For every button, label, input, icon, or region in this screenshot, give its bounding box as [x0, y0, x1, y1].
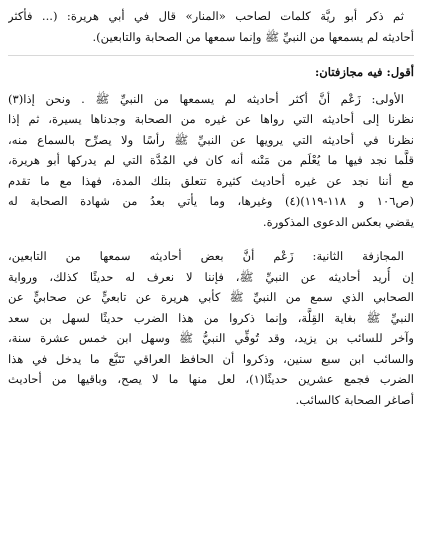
quoted-passage: [8, 6, 414, 47]
text-line: (ص١٠٦ و ١١٨-١١٩)(٤) وغيرها، وما يأتي بعدُ من شهادة الصحابة له: [8, 194, 414, 208]
second-exaggeration-paragraph: [8, 246, 414, 410]
text-line: النبيِّ ﷺ بغاية القِلَّة، وإنما ذكروا من هذا الضرب حديثًا لسهل بن سعد: [8, 310, 414, 325]
section-divider: [8, 55, 414, 56]
text-line: نظرنا إلى أحاديثه التي رواها عن غيره من الصحابة وجدناها يسيرة، ثم إذا: [8, 112, 414, 126]
text-line: ثم ذكر أبو ريَّة كلمات لصاحب «المنار» قال في أبي هريرة: (... فأكثر: [8, 9, 404, 23]
text-line: نظرنا في أحاديثه التي يرويها عن النبيِّ ﷺ رأسًا ولا يصرِّح بالسماع منه،: [8, 132, 414, 147]
paragraph-gap: [8, 232, 414, 240]
text-line: أحاديثه لم يسمعها من النبيِّ ﷺ وإنما سمعها من الصحابة والتابعين).: [92, 29, 414, 44]
text-line: المجازفة الثانية: زَعْم أنَّ بعض أحاديثه سمعها من التابعين،: [8, 249, 404, 263]
text-line: أصاغر الصحابة كالسائب.: [295, 392, 414, 407]
text-line: الصحابي الذي سمع من النبيِّ ﷺ كأبي هريرة عن تابعيٍّ عن صحابيٍّ عن: [8, 290, 414, 304]
text-line: إن أُريد أحاديثه عن النبيِّ ﷺ، فإننا لا نعرف له حديثًا كذلك، ورواية: [8, 269, 414, 284]
text-line: قلَّما نجد فيها ما يُعْلَم من مَتْنه أنه كان في المُدَّة التي لم يدركها أبو هريرة،: [8, 153, 414, 167]
text-line: مع أننا نجد عن غيره أحاديث كثيرة تتعلق بتلك المدة، فهذا مع ما تقدم: [8, 173, 414, 188]
text-line: الأولى: زَعْم أنَّ أكثر أحاديثه لم يسمعها من النبيِّ ﷺ . ونحن إذا(٣): [8, 91, 404, 106]
first-exaggeration-paragraph: [8, 89, 414, 233]
answer-heading: أقول: فيه مجازفتان:: [315, 65, 414, 79]
answer-section: [8, 62, 414, 83]
text-line: وآخر للسائب بن يزيد، وقد تُوفِّي النبيُّ ﷺ وسهل ابن خمس عشرة سنة،: [8, 331, 414, 345]
text-line: يقضي بعكس الدعوى المذكورة.: [262, 214, 414, 229]
text-line: والسائب ابن سبع سنين، وذكروا أن الحافظ العراقي تَتَبَّع ما يدخل في هذا: [8, 351, 414, 366]
text-line: الضرب فجمع عشرين حديثًا(١)، لعل منها ما لا يصح، وباقيها من أحاديث: [8, 372, 414, 386]
